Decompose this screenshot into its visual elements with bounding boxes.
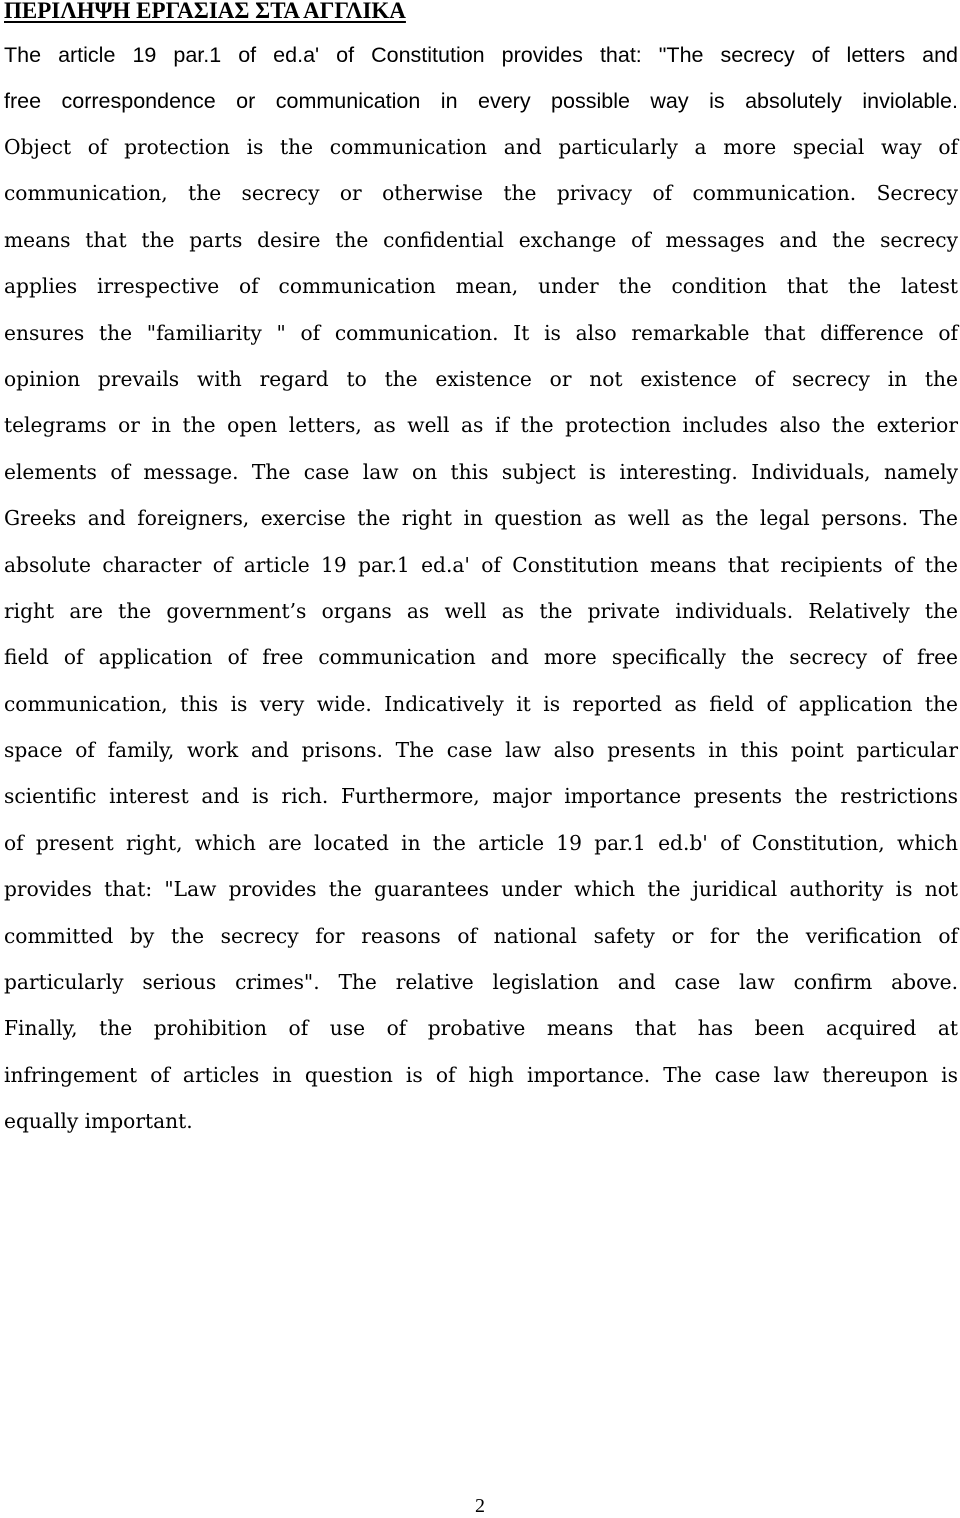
text-line: The article 19 par.1 of ed.a' of Constitution provides that: "The secrecy of letters and: [4, 43, 958, 67]
page-number: 2: [475, 1495, 485, 1517]
text-line: free correspondence or communication in every possible way is absolutely inviolable.: [4, 89, 958, 114]
paragraph-body: [4, 124, 958, 1145]
text-line: scientific interest and is rich. Furthermore, major importance presents the restrictions: [4, 784, 958, 809]
text-line: infringement of articles in question is of high importance. The case law thereupon is: [4, 1062, 958, 1087]
text-line: means that the parts desire the confidential exchange of messages and the secrecy: [4, 227, 958, 252]
text-line: space of family, work and prisons. The case law also presents in this point particular: [4, 738, 958, 763]
text-line: Greeks and foreigners, exercise the right in question as well as the legal persons. The: [4, 506, 958, 531]
text-line: communication, this is very wide. Indicatively it is reported as field of application the: [4, 691, 958, 716]
text-line: elements of message. The case law on this subject is interesting. Individuals, namely: [4, 459, 958, 484]
text-line: field of application of free communication and more specifically the secrecy of free: [4, 645, 958, 670]
text-line: communication, the secrecy or otherwise the privacy of communication. Secrecy: [4, 181, 958, 206]
text-line: of present right, which are located in the article 19 par.1 ed.b' of Constitution, which: [4, 830, 958, 855]
document-heading: ΠΕΡΙΛΗΨΗ ΕΡΓΑΣΙΑΣ ΣΤΑ ΑΓΓΛΙΚΑ: [4, 0, 406, 23]
text-line: committed by the secrecy for reasons of national safety or for the verification of: [4, 923, 958, 948]
text-line: absolute character of article 19 par.1 ed.a' of Constitution means that recipients of the: [4, 552, 958, 577]
text-line: provides that: "Law provides the guarantees under which the juridical authority is not: [4, 877, 958, 902]
text-line: applies irrespective of communication mean, under the condition that the latest: [4, 274, 958, 299]
text-line: ensures the "familiarity " of communication. It is also remarkable that difference of: [4, 320, 958, 345]
text-line: Finally, the prohibition of use of probative means that has been acquired at: [4, 1016, 958, 1041]
text-line: opinion prevails with regard to the existence or not existence of secrecy in the: [4, 366, 958, 391]
text-line: telegrams or in the open letters, as well as if the protection includes also the exterior: [4, 413, 958, 438]
text-line: equally important.: [4, 1109, 193, 1134]
paragraph-opening: [4, 32, 958, 125]
text-line: particularly serious crimes". The relative legislation and case law confirm above.: [4, 970, 958, 995]
text-line: right are the government’s organs as well as the private individuals. Relatively the: [4, 598, 958, 623]
text-line: Object of protection is the communication and particularly a more special way of: [4, 135, 958, 159]
